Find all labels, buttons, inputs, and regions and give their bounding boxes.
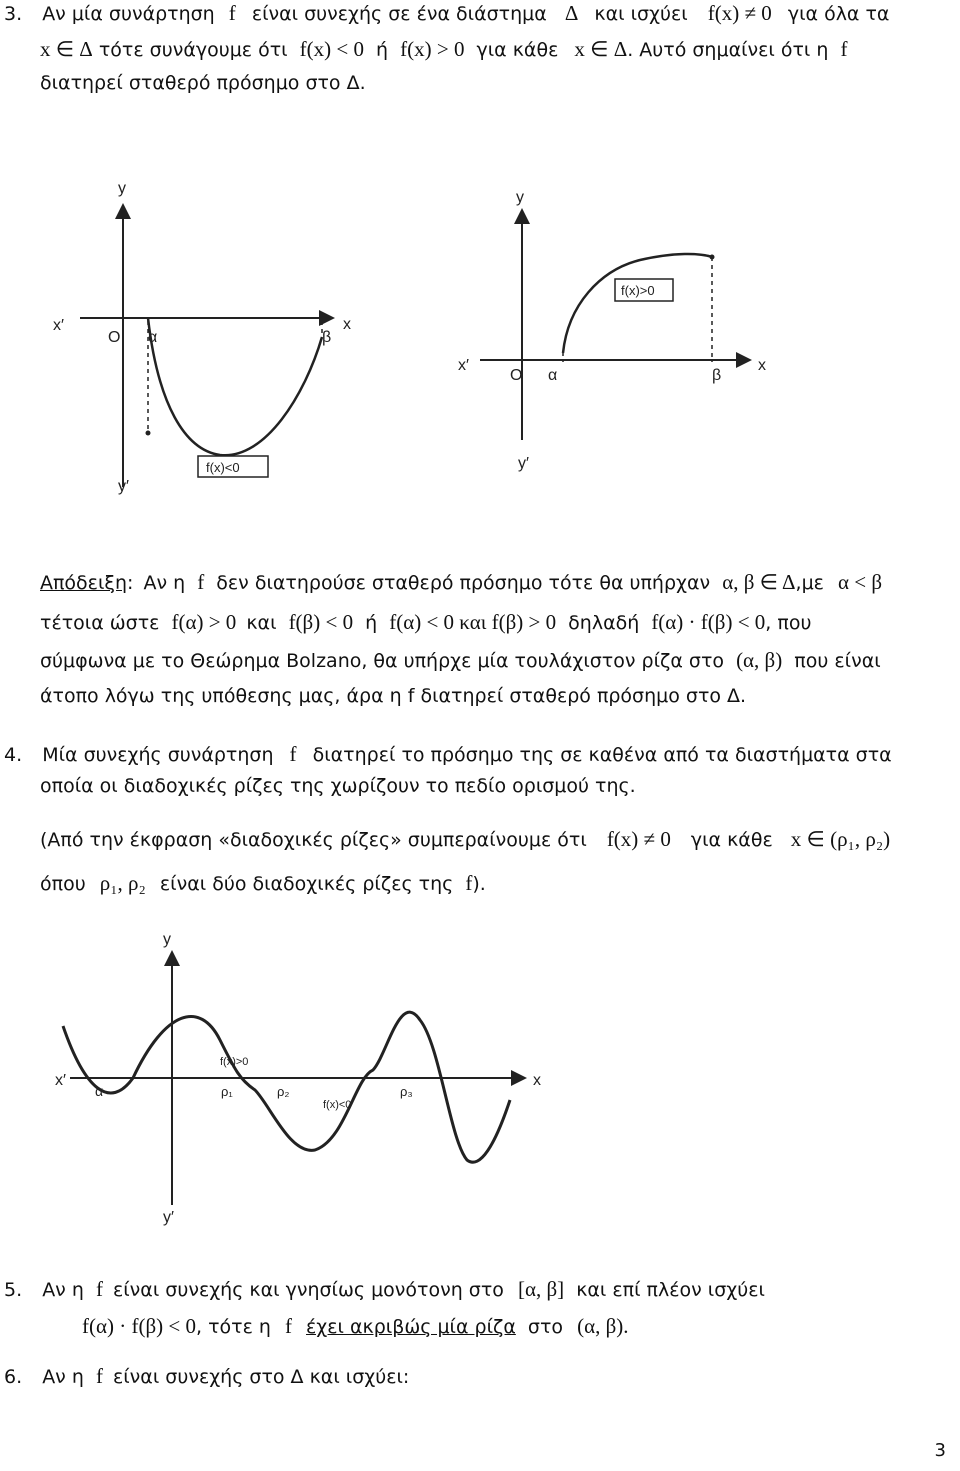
text: και ισχύει xyxy=(594,3,688,25)
text: και xyxy=(246,612,277,634)
math: α, β ∈ Δ xyxy=(722,570,796,594)
label-yprime: y′ xyxy=(518,455,529,472)
math: f(β) < 0 xyxy=(288,610,354,634)
curve xyxy=(148,318,322,455)
text: δεν διατηρούσε σταθερό πρόσημο τότε θα υπήρχαν xyxy=(216,572,711,594)
math: x ∈ Δ xyxy=(40,37,93,61)
math: f(x) ≠ 0 xyxy=(606,827,671,851)
math: f xyxy=(840,37,848,61)
text: Αν η xyxy=(143,572,186,594)
text: στο xyxy=(527,1316,564,1338)
text: Αν η xyxy=(42,1279,84,1301)
sec3-line2 xyxy=(40,36,848,63)
label-yprime: y′ xyxy=(118,478,129,495)
text: όπου xyxy=(40,873,86,895)
text: διατηρεί το πρόσημο της σε καθένα από τα διαστήματα στα xyxy=(312,744,892,766)
text: , που xyxy=(765,612,812,634)
math: f(α) < 0 και f(β) > 0 xyxy=(389,610,557,634)
sec3-line1 xyxy=(4,0,889,27)
sign-box-label: f(x)<0 xyxy=(206,460,240,475)
text: ,με xyxy=(795,572,824,594)
math: f xyxy=(95,1277,103,1301)
sec4-line4 xyxy=(40,870,486,897)
label-rho3: ρ₃ xyxy=(400,1084,413,1099)
text-underlined: έχει ακριβώς μία ρίζα xyxy=(306,1316,516,1338)
proof-line1 xyxy=(40,569,882,596)
text: (Από την έκφραση «διαδοχικές ρίζες» συμπεραίνουμε ότι xyxy=(40,829,587,851)
text: , τότε η xyxy=(195,1316,271,1338)
text: Αν μία συνάρτηση xyxy=(42,3,215,25)
item-number: 4. xyxy=(4,744,23,766)
sign-negative-label: f(x)<0 xyxy=(323,1099,352,1111)
math: f(x) > 0 xyxy=(400,37,465,61)
math: f xyxy=(284,1314,292,1338)
label-alpha: α xyxy=(548,367,558,384)
text: Αν η xyxy=(42,1366,84,1388)
label-rho1: ρ₁ xyxy=(221,1084,233,1099)
text: . Αυτό σημαίνει ότι η xyxy=(627,39,829,61)
label-xprime: x′ xyxy=(458,357,469,374)
text: είναι δύο διαδοχικές ρίζες της xyxy=(159,873,454,895)
text: τότε συνάγουμε ότι xyxy=(98,39,288,61)
label-x: x xyxy=(758,357,766,374)
text: για κάθε xyxy=(690,829,773,851)
text: ή xyxy=(376,39,389,61)
label-rho2: ρ₂ xyxy=(277,1084,290,1099)
label-beta: β xyxy=(712,367,722,384)
math: f(α) · f(β) < 0 xyxy=(651,610,766,634)
text: ή xyxy=(365,612,378,634)
label-x: x xyxy=(343,316,351,333)
page-number: 3 xyxy=(934,1440,946,1461)
sec4-line1 xyxy=(4,741,892,768)
proof-line2 xyxy=(40,609,811,636)
text: τέτοια ώστε xyxy=(40,612,160,634)
graph-negative xyxy=(50,175,370,505)
text: και επί πλέον ισχύει xyxy=(576,1279,765,1301)
math: f(α) · f(β) < 0 xyxy=(82,1314,196,1338)
text: είναι συνεχής σε ένα διάστημα xyxy=(251,3,547,25)
math: (α, β) xyxy=(736,648,783,672)
math: x ∈ Δ xyxy=(574,37,628,61)
proof-label: Απόδειξη xyxy=(40,572,128,594)
label-origin: O xyxy=(108,329,121,346)
text: είναι συνεχής στο Δ και ισχύει: xyxy=(112,1366,410,1388)
text: είναι συνεχής και γνησίως μονότονη στο xyxy=(112,1279,504,1301)
sec5-line1 xyxy=(4,1276,765,1303)
item-number: 5. xyxy=(4,1279,23,1301)
math: α < β xyxy=(837,570,883,594)
text: : xyxy=(127,572,134,594)
math: (α, β). xyxy=(577,1314,629,1338)
text: Μία συνεχής συνάρτηση xyxy=(42,744,274,766)
math: f xyxy=(289,742,297,766)
math: f xyxy=(465,871,473,895)
label-y: y xyxy=(516,189,524,206)
label-xprime: x′ xyxy=(53,317,64,334)
label-y: y xyxy=(163,931,171,948)
label-alpha: α xyxy=(95,1083,104,1099)
label-alpha: α xyxy=(148,329,158,346)
math: x ∈ (ρ₁, ρ₂) xyxy=(790,827,891,851)
math: f xyxy=(197,570,205,594)
math: Δ xyxy=(564,1,579,25)
text: σύμφωνα με το Θεώρημα Bolzano, θα υπήρχε μία τουλάχιστον ρίζα στο xyxy=(40,650,725,672)
math: f(α) > 0 xyxy=(171,610,237,634)
sec6-line1 xyxy=(4,1363,409,1390)
label-y: y xyxy=(118,180,126,197)
proof-line4: άτοπο λόγω της υπόθεσης μας, άρα η f διατηρεί σταθερό πρόσημο στο Δ. xyxy=(40,685,747,707)
proof-line3 xyxy=(40,647,881,674)
curve xyxy=(563,254,712,353)
math: f(x) < 0 xyxy=(299,37,364,61)
label-xprime: x′ xyxy=(55,1072,66,1089)
sec5-line2 xyxy=(82,1313,629,1340)
math: f(x) ≠ 0 xyxy=(707,1,772,25)
text: για κάθε xyxy=(476,39,559,61)
label-yprime: y′ xyxy=(163,1209,174,1226)
label-origin: O xyxy=(510,367,523,384)
item-number: 6. xyxy=(4,1366,23,1388)
text: δηλαδή xyxy=(568,612,640,634)
text: για όλα τα xyxy=(787,3,890,25)
graph-positive xyxy=(450,180,790,480)
sec4-line3 xyxy=(40,826,890,853)
sec4-line2: οποία οι διαδοχικές ρίζες της χωρίζουν το πεδίο ορισμού της. xyxy=(40,775,636,797)
text: ). xyxy=(472,873,486,895)
item-number: 3. xyxy=(4,3,23,25)
sign-box-label: f(x)>0 xyxy=(621,283,655,298)
label-beta: β xyxy=(322,329,332,346)
text: που είναι xyxy=(794,650,881,672)
sign-positive-label: f(x)>0 xyxy=(220,1056,249,1068)
math: f xyxy=(95,1364,103,1388)
math: ρ₁, ρ₂ xyxy=(99,871,146,895)
math: [α, β] xyxy=(517,1277,565,1301)
math: f xyxy=(228,1,236,25)
point-alpha xyxy=(146,431,151,436)
graph-roots xyxy=(55,930,555,1230)
label-x: x xyxy=(533,1072,541,1089)
sec3-line3: διατηρεί σταθερό πρόσημο στο Δ. xyxy=(40,72,366,94)
point-beta xyxy=(710,255,715,260)
